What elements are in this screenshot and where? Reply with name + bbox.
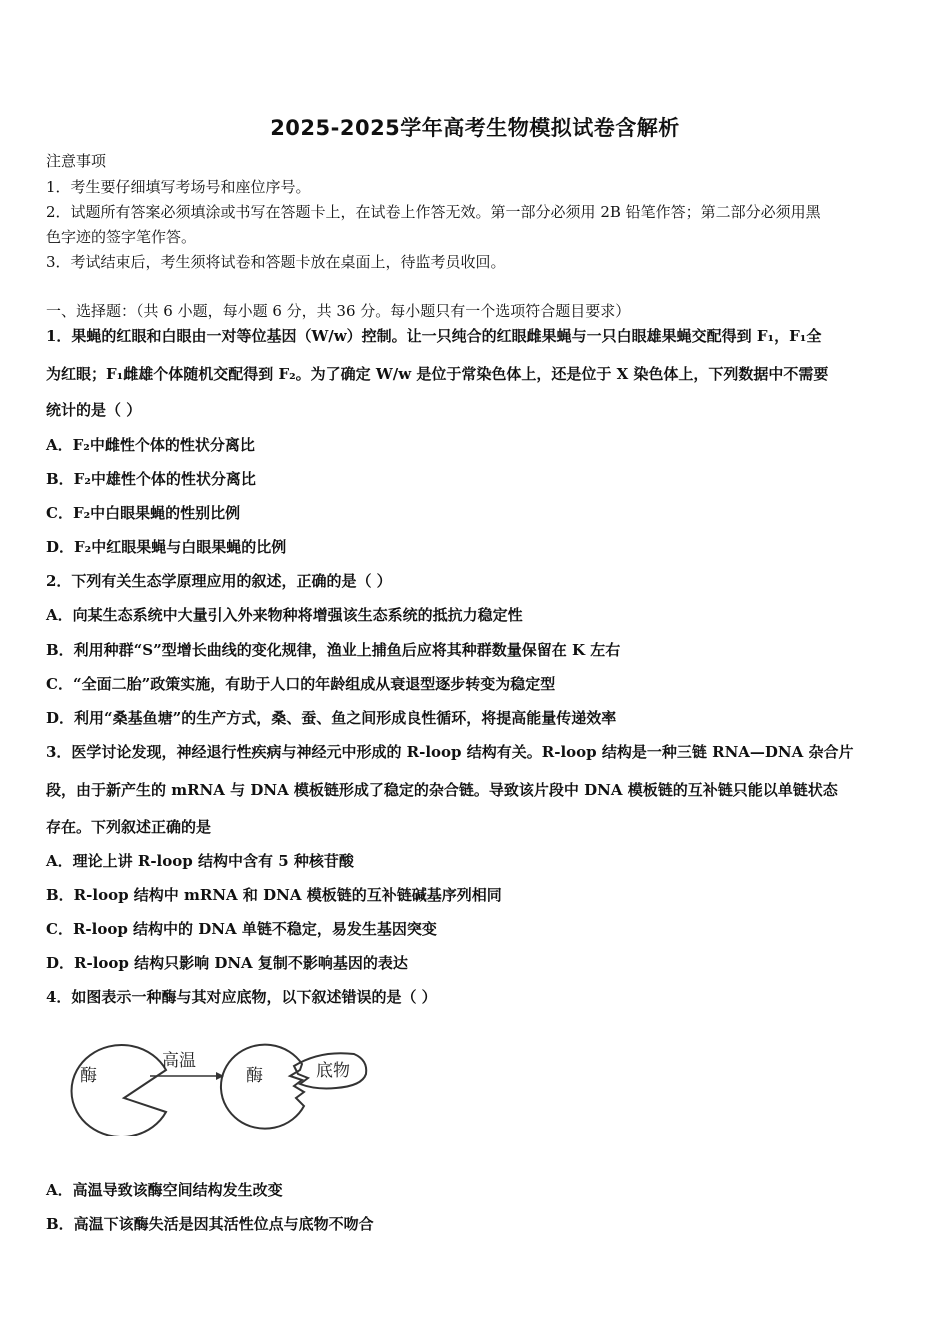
q3-option-b: B．R-loop 结构中 mRNA 和 DNA 模板链的互补链碱基序列相同 [46, 886, 502, 904]
q2-stem: 2．下列有关生态学原理应用的叙述，正确的是（ ） [46, 572, 392, 590]
section-heading: 一、选择题：（共 6 小题，每小题 6 分，共 36 分。每小题只有一个选项符合题目要求） [46, 302, 631, 320]
q3-option-c: C．R-loop 结构中的 DNA 单链不稳定，易发生基因突变 [46, 920, 437, 938]
q3-stem: 3．医学讨论发现，神经退行性疾病与神经元中形成的 R-loop 结构有关。R-loop 结构是一种三链 RNA—DNA 杂合片 [46, 743, 854, 761]
q3-stem: 存在。下列叙述正确的是 [46, 818, 212, 836]
notice-item: 色字迹的签字笔作答。 [46, 228, 197, 246]
enzyme-shape-left [72, 1045, 166, 1136]
substrate-label: 底物 [316, 1061, 350, 1081]
q1-stem: 统计的是（ ） [46, 401, 142, 419]
q3-option-a: A．理论上讲 R-loop 结构中含有 5 种核苷酸 [46, 852, 354, 870]
enzyme-shape-right [221, 1045, 304, 1129]
q4-option-b: B．高温下该酶失活是因其活性位点与底物不吻合 [46, 1215, 374, 1233]
enzyme-label-left: 酶 [80, 1066, 97, 1086]
arrow-label: 高温 [162, 1051, 196, 1071]
q2-option-c: C．“全面二胎”政策实施，有助于人口的年龄组成从衰退型逐步转变为稳定型 [46, 675, 556, 693]
q4-option-a: A．高温导致该酶空间结构发生改变 [46, 1181, 283, 1199]
notice-heading: 注意事项 [46, 152, 107, 170]
q2-option-d: D．利用“桑基鱼塘”的生产方式，桑、蚕、鱼之间形成良性循环，将提高能量传递效率 [46, 709, 617, 727]
q1-option-d: D．F₂中红眼果蝇与白眼果蝇的比例 [46, 538, 287, 556]
page-title: 2025-2025学年高考生物模拟试卷含解析 [270, 116, 680, 140]
enzyme-substrate-diagram [68, 1036, 378, 1136]
q1-stem: 1．果蝇的红眼和白眼由一对等位基因（W/w）控制。让一只纯合的红眼雌果蝇与一只白眼雄果蝇交配得到 F₁，F₁全 [46, 327, 822, 345]
q4-stem: 4．如图表示一种酶与其对应底物，以下叙述错误的是（ ） [46, 988, 437, 1006]
q3-stem: 段，由于新产生的 mRNA 与 DNA 模板链形成了稳定的杂合链。导致该片段中 DNA 模板链的互补链只能以单链状态 [46, 781, 838, 799]
q1-option-b: B．F₂中雄性个体的性状分离比 [46, 470, 256, 488]
q2-option-a: A．向某生态系统中大量引入外来物种将增强该生态系统的抵抗力稳定性 [46, 606, 523, 624]
q1-option-a: A．F₂中雌性个体的性状分离比 [46, 436, 255, 454]
notice-item: 2．试题所有答案必须填涂或书写在答题卡上，在试卷上作答无效。第一部分必须用 2B 铅笔作答；第二部分必须用黑 [46, 203, 821, 221]
notice-item: 3．考试结束后，考生须将试卷和答题卡放在桌面上，待监考员收回。 [46, 253, 506, 271]
q1-option-c: C．F₂中白眼果蝇的性别比例 [46, 504, 241, 522]
q2-option-b: B．利用种群“S”型增长曲线的变化规律，渔业上捕鱼后应将其种群数量保留在 K 左右 [46, 641, 621, 659]
q3-option-d: D．R-loop 结构只影响 DNA 复制不影响基因的表达 [46, 954, 408, 972]
q1-stem: 为红眼；F₁雌雄个体随机交配得到 F₂。为了确定 W/w 是位于常染色体上，还是位于 X 染色体上，下列数据中不需要 [46, 365, 829, 383]
notice-item: 1．考生要仔细填写考场号和座位序号。 [46, 178, 311, 196]
enzyme-label-right: 酶 [246, 1066, 263, 1086]
